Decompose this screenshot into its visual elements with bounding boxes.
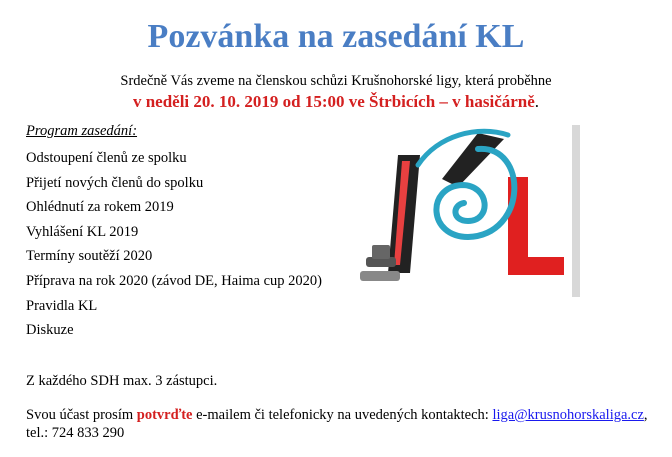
event-period: . [534,92,540,111]
program-item: Termíny soutěží 2020 [26,248,153,265]
invitation-intro: Srdečně Vás zveme na členskou schůzi Krušnohorské ligy, která proběhne [120,73,552,89]
contact-paragraph [26,406,656,442]
program-item: Ohlédnutí za rokem 2019 [26,199,174,216]
program-item: Vyhlášení KL 2019 [26,223,139,240]
program-heading: Program zasedání: [26,123,138,139]
page-title: Pozvánka na zasedání KL [147,18,525,55]
event-text: v neděli 20. 10. 2019 od 15:00 ve Štrbicích – v hasičárně [132,92,535,111]
contact-comma: , [643,407,648,423]
program-item: Příprava na rok 2020 (závod DE, Haima cup 2020) [26,272,322,289]
phone-number: tel.: 724 833 290 [26,425,125,441]
program-item: Pravidla KL [26,297,98,314]
event-datetime-place [0,92,672,112]
kl-hose-logo-icon [358,125,580,297]
email-link[interactable]: liga@krusnohorskaliga.cz [492,407,644,423]
confirm-word: potvrďte [136,407,193,423]
contact-text-after: e-mailem či telefonicky na uvedených kontaktech: [192,407,493,423]
delegate-note: Z každého SDH max. 3 zástupci. [26,373,218,389]
program-item: Přijetí nových členů do spolku [26,174,204,191]
contact-text: Svou účast prosím [26,407,137,423]
program-item: Diskuze [26,322,74,339]
program-item: Odstoupení členů ze spolku [26,150,187,166]
program-list [26,149,322,346]
